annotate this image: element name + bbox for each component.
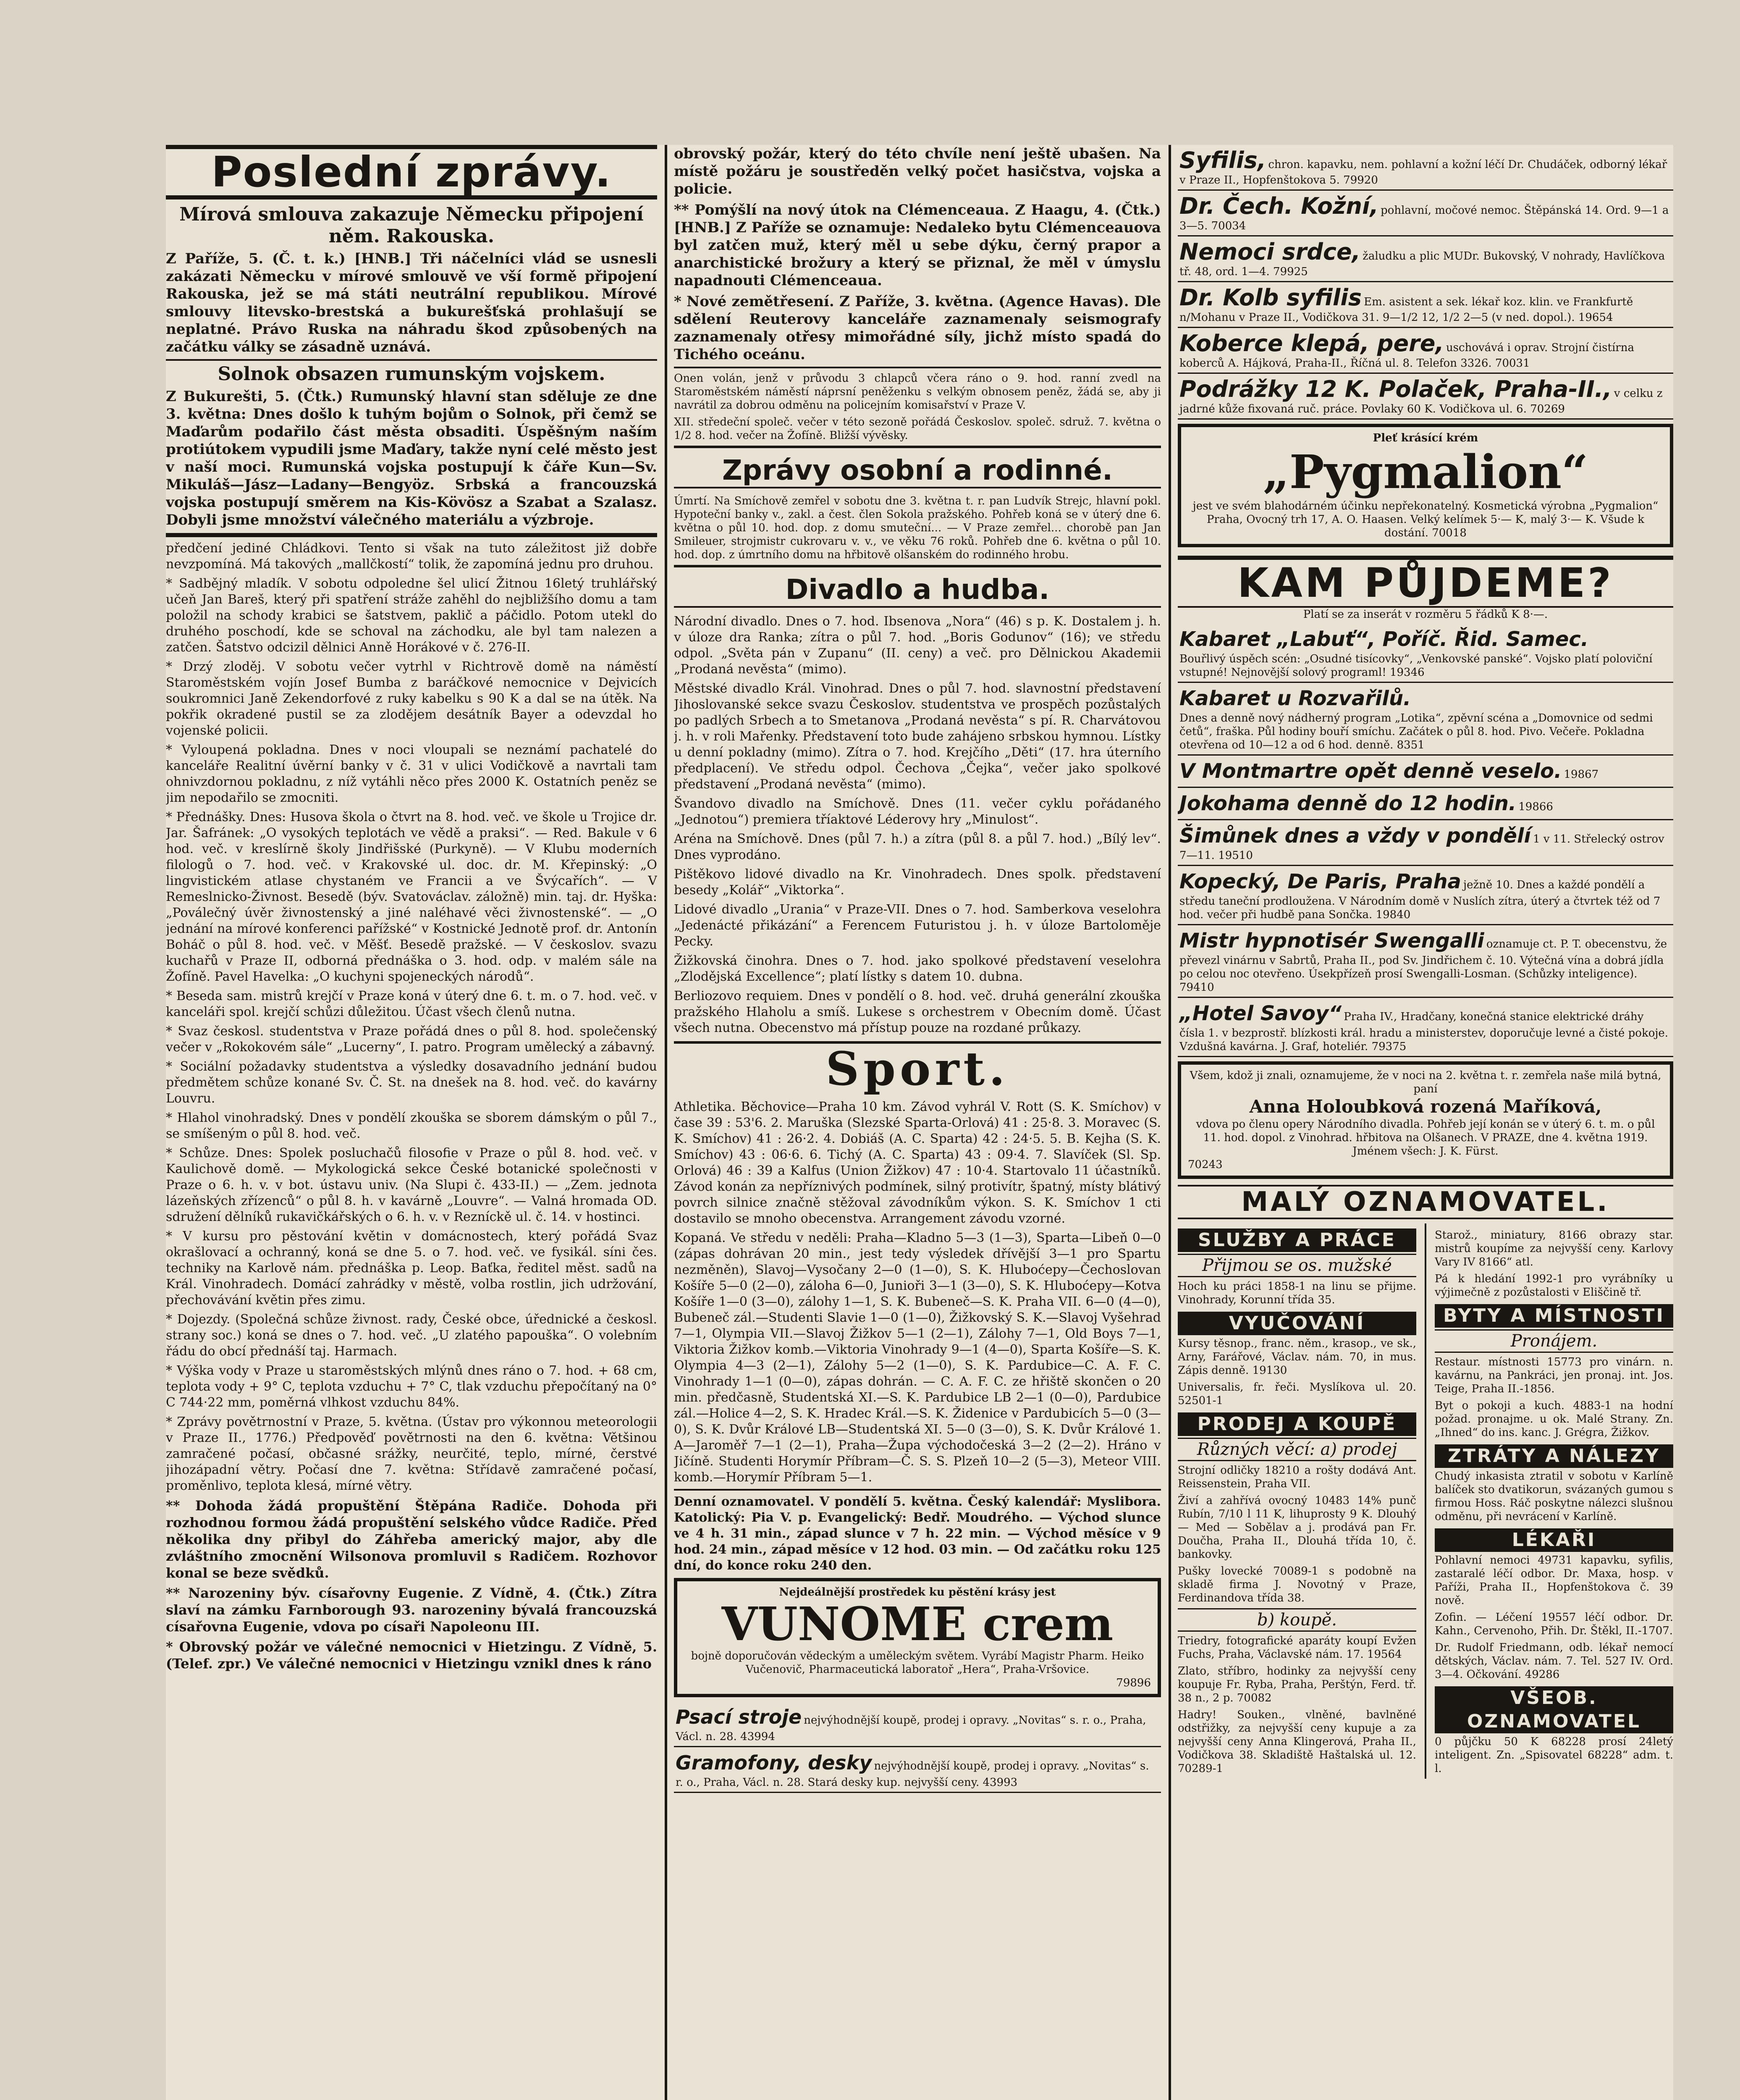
classified: Pušky lovecké 70089-1 s podobně na skladě firma J. Novotný v Praze, Ferdinandova třída 38. — [1178, 1565, 1416, 1604]
ad-swengalli — [1178, 925, 1673, 998]
ad-title: Kopecký, De Paris, Praha — [1179, 870, 1461, 893]
ad-text: Praha IV., Hradčany, konečná stanice elektrické dráhy čísla 1. v bezprostř. blízkosti král. hradu a ministerstev, doporučuje levné a čisté pokoje. Vzdušná kavárna. J. Graf, hoteliér. 79375 — [1179, 1011, 1669, 1053]
section-divadlo: Divadlo a hudba. — [674, 573, 1161, 608]
article-text: Žižkovská činohra. Dnes o 7. hod. jako spolkové představení veselohra „Zlodějská Excellence“; platí lístky s datem 10. dubna. — [674, 953, 1161, 984]
column-rule — [665, 145, 667, 2100]
ad-title: Gramofony, desky — [676, 1751, 872, 1774]
band-byty-sub: Pronájem. — [1435, 1329, 1673, 1353]
ad-title: Nemoci srdce, — [1179, 239, 1361, 265]
band-koupe: b) koupě. — [1178, 1608, 1416, 1632]
ad-title: „Hotel Savoy“ — [1179, 1002, 1342, 1025]
masthead-posledni-zpravy: Poslední zprávy. — [166, 145, 657, 200]
ad-pygmalion-top: Pleť krásící krém — [1373, 432, 1478, 444]
ad-text: pohlavní, močové nemoc. Štěpánská 14. Ord. 9—1 a 3—5. 70034 — [1179, 204, 1669, 232]
band-sluzby-sub: Přijmou se os. mužské — [1178, 1254, 1416, 1277]
section-maly-oznamovatel: MALÝ OZNAMOVATEL. — [1178, 1185, 1673, 1219]
ad-vunome-top: Nejdeálnější prostředek ku pěstění krásy jest — [779, 1586, 1056, 1599]
article-text: * V kursu pro pěstování květin v domácnostech, který pořádá Svaz okrašlovací a ochranný, koná se dne 5. o 7. hod. več. ve fysikál. síni čes. techniky na Karlově nám. přednáška p. Leop. Baťka, ředitel měst. sadů na Král. Vinohradech. Domácí zahrádky v městě, volba rostlin, jich udržování, přechovávání květin přes zimu. — [166, 1229, 657, 1307]
ad-title: Kabaret u Rozvařilů. — [1179, 687, 1411, 710]
ad-text: nejvýhodnější koupě, prodej i opravy. „Novitas“ s. r. o., Praha, Václ. n. 28. 43994 — [676, 1714, 1146, 1743]
column-rule — [1169, 145, 1171, 2100]
section-sport: Sport. — [674, 1041, 1161, 1094]
article-zemetreseni: * Nové zemětřesení. Z Paříže, 3. května. (Agence Havas). Dle sdělení Reuterovy kanceláře zaznamenaly seismografy zaznamenaly otřesy mimořádné síly, jichž místo spadá do Tichého oceánu. — [674, 293, 1161, 368]
article-text: Národní divadlo. Dnes o 7. hod. Ibsenova „Nora“ (46) s p. K. Dostalem j. h. v úloze dra Ranka; zítra o půl 7. hod. „Boris Godunov“ (16); ve středu odpol. „Světa pán v Zupanu“ (II. ceny) a več. pro Dělnickou Akademii „Prodaná nevěsta“ (mimo). — [674, 614, 1161, 677]
article-text: * Výška vody v Praze u staroměstských mlýnů dnes ráno o 7. hod. + 68 cm, teplota vody + 9° C, teplota vzduchu + 7° C, tlak vzduchu přepočítaný na 0° C 744·22 mm, poměrná vlhkost vzduchu 84%. — [166, 1363, 657, 1410]
ad-title: Dr. Kolb syfilis — [1179, 284, 1362, 311]
classified: Pá k hledání 1992-1 pro vyrábníky u výjimečně z pozůstalosti v Eliščině tř. — [1435, 1273, 1673, 1299]
classified: Starož., miniatury, 8166 obrazy star. mistrů koupíme za nejvyšší ceny. Karlovy Vary IV 8166“ atl. — [1435, 1229, 1673, 1268]
ad-title: V Montmartre opět denně veselo. — [1179, 759, 1562, 783]
classified: Zofin. — Léčení 19557 léčí odbor. Dr. Kahn., Cervenoho, Přih. Dr. Štěkl, II.-1707. — [1435, 1611, 1673, 1637]
article-text: Berliozovo requiem. Dnes v pondělí o 8. hod. več. druhá generální zkouška pražského Hlaholu a smíš. Lukese s orchestrem v Obecním domě. Účast všech nutna. Obecenstvo má přístup pouze na rozdané průkazy. — [674, 989, 1161, 1035]
obituary-text: vdova po členu opery Národního divadla. Pohřeb její konán se v úterý 6. t. m. o půl 11. hod. dopol. z Vinohrad. hřbitova na Olšanech. V PRAZE, dne 4. května 1919. Jménem všech: J. K. Fürst. — [1196, 1118, 1655, 1158]
ad-simunek — [1178, 820, 1673, 866]
classifieds-right — [1435, 1223, 1673, 1779]
ad-text: ježně 10. Dnes a každé pondělí a středu taneční prodloužena. V Národním domě v Nuslích zítra, úterý a čtvrtek též od 7 hod. večer při hudbě pana Sončka. 19840 — [1179, 879, 1661, 921]
ad-text: 19867 — [1564, 768, 1599, 781]
classifieds-left — [1178, 1223, 1416, 1779]
classified: Zlato, stříbro, hodinky za nejvyšší ceny koupuje Fr. Ryba, Praha, Perštýn, Ferd. tř. 38 n., 2 p. 70082 — [1178, 1665, 1416, 1704]
article-text: * Svaz českosl. studentstva v Praze pořádá dnes o půl 8. hod. společenský večer v „Rokokovém sále“ „Lucerny“, I. patro. Program umělecký a zábavný. — [166, 1024, 657, 1055]
classified: Pohlavní nemoci 49731 kapavku, syfilis, zastaralé léčí odbor. Dr. Maxa, hosp. v Paříži, Praha II., Hopfenštokova č. 39 nově. — [1435, 1554, 1673, 1607]
classified: Hoch ku práci 1858-1 na linu se přijme. Vinohrady, Korunní třída 35. — [1178, 1280, 1416, 1306]
classified: 0 půjčku 50 K 68228 prosí 24letý inteligent. Zn. „Spisovatel 68228“ adm. t. l. — [1435, 1735, 1673, 1775]
article-text: předčení jediné Chládkovi. Tento si však na tuto záležitost již dobře nevzpomíná. Má takových „mallčkostí“ tolik, že zapomíná jednu pro druhou. — [166, 541, 657, 572]
column-2 — [674, 145, 1161, 2100]
classified: Universalis, fr. řeči. Myslíkova ul. 20. 52501-1 — [1178, 1381, 1416, 1407]
ad-title: Koberce klepá, pere, — [1179, 330, 1444, 357]
classified: Kursy těsnop., franc. něm., krasop., ve sk., Arny, Farářové, Václav. nám. 70, in mus. Zápis denně. 19130 — [1178, 1337, 1416, 1377]
ad-gramofony — [674, 1747, 1161, 1793]
ad-podrazky — [1178, 374, 1673, 420]
ad-title: Syfilis, — [1179, 147, 1266, 173]
ad-jokohama — [1178, 788, 1673, 820]
ad-title: Mistr hypnotisér Swengalli — [1179, 929, 1484, 953]
article-text: Městské divadlo Král. Vinohrad. Dnes o půl 7. hod. slavnostní představení Jihoslovanské sekce svazu Českoslov. studentstva ve prospěch pozůstalých po padlých Srbech a to Smetanova „Prodaná nevěsta“ s pí. R. Charvátovou j. h. v roli Mařenky. Představení toto bude zahájeno srbskou hymnou. Lístky u denní pokladny (mimo). Zítra o 7. hod. Krejčího „Děti“ (17. hra úterního předplacení). Ve středu odpol. Čechova „Čejka“, večer jako spolkové představení „Prodaná nevěsta“ (mimo). — [674, 681, 1161, 792]
obituary-text: Všem, kdož ji znali, oznamujeme, že v noci na 2. května t. r. zemřela naše milá bytná, paní — [1190, 1069, 1661, 1095]
ad-pygmalion-text: jest ve svém blahodárném účinku nepřekonatelný. Kosmetická výrobna „Pygmalion“ Praha, Ovocný trh 17, A. O. Haasen. Velký kelímek 5·— K, malý 3·— K. Všude k dostání. 70018 — [1192, 500, 1659, 539]
ad-title: Dr. Čech. Kožní, — [1179, 193, 1378, 219]
article-text: * Dojezdy. (Společná schůze živnost. rady, České obce, úřednické a českosl. strany soc.) koná se dnes o 7. hod. več. „U zlatého papouška“. O volebním řádu do obcí přednáší taj. Harmach. — [166, 1312, 657, 1359]
ad-title: Psací stroje — [676, 1706, 802, 1728]
section-kam-pujdeme: KAM PŮJDEME? — [1178, 556, 1673, 608]
denni-oznamovatel: Denní oznamovatel. V pondělí 5. května. Český kalendář: Myslibora. Katolický: Pia V. p. Evangelický: Bedř. Moudrého. — Východ slunce ve 4 h. 31 min., západ slunce v 7 h. 22 min. — Východ měsíce v 9 hod. 24 min., západ měsíce v 12 hod. 03 min. — Od začátku roku 125 dní, do konce roku 240 den. — [674, 1489, 1161, 1574]
classifieds — [1178, 1223, 1673, 1779]
classified: Chudý inkasista ztratil v sobotu v Karlíně balíček sto dvatikorun, svázaných gumou s firmou Hoss. Ráč poskytne nálezci slušnou odměnu, při nevrácení v Karlíně. — [1435, 1470, 1673, 1523]
band-lekari: LÉKAŘI — [1435, 1528, 1673, 1552]
article-clemenceau: ** Pomýšlí na nový útok na Clémenceaua. Z Haagu, 4. (Čtk.) [HNB.] Z Paříže se oznamuje: Nedaleko bytu Clémenceauova byl zatčen muž, který měl u sebe dýku, černý prapor a anarchistické brožury a který se přiznal, že měl v úmyslu napadnouti Clémenceaua. — [674, 202, 1161, 289]
ad-text: nejvýhodnější koupě, prodej i opravy. „Novitas“ s. r. o., Praha, Václ. n. 28. Stará desky kup. nejvyšší ceny. 43993 — [676, 1760, 1149, 1789]
ad-text: Em. asistent a sek. lékař koz. klin. ve Frankfurtě n/Mohanu v Praze II., Vodičkova 31. 9—1/2 12, 1/2 2—5 (v ned. dopol.). 19654 — [1179, 296, 1633, 324]
ad-kabaret-rozvarilu — [1178, 683, 1673, 756]
classified: Hadry! Souken., vlněné, bavlněné odstřižky, za nejvyšší ceny kupuje a za nejvyšší ceny Anna Klingerová, Praha II., Vodičkova 38. Skladiště Haštalská ul. 12. 70289-1 — [1178, 1709, 1416, 1775]
article-text: * Drzý zloděj. V sobotu večer vytrhl v Richtrově domě na náměstí Staroměstském vojín Josef Bumba z baráčkové nemocnice v Dejvicích soukromnici Janě Zekendorfové z ruky kabelku s 90 K a dal se na útěk. Na pokřik okradené pustil se za zlodějem desátník Bayer a odevzdal ho vojenské policii. — [166, 659, 657, 738]
classified: Byt o pokoji a kuch. 4883-1 na hodní požad. pronajme. u ok. Malé Strany. Zn. „Ihned“ do ins. kanc. J. Grégra, Žižkov. — [1435, 1399, 1673, 1439]
obituary-code: 70243 — [1188, 1158, 1223, 1171]
article-text: * Sociální požadavky studentstva a výsledky dosavadního jednání budou předmětem schůze konané Sv. Č. St. na dnešek na 8. hod. več. do kavárny Louvru. — [166, 1059, 657, 1106]
ad-title: Podrážky 12 K. Polaček, Praha-II., — [1179, 376, 1612, 402]
column-3 — [1178, 145, 1673, 2100]
ad-text: uschovává i oprav. Strojní čistírna koberců A. Hájková, Praha-II., Říčná ul. 8. Telefon 3326. 70031 — [1179, 341, 1634, 370]
band-byty: BYTY A MÍSTNOSTI — [1435, 1304, 1673, 1328]
classified: Dr. Rudolf Friedmann, odb. lékař nemocí dětských, Václav. nám. 7. Tel. 527 IV. Ord. 3—4. Očkování. 49286 — [1435, 1641, 1673, 1681]
section-zpravy-osobni: Zprávy osobní a rodinné. — [674, 454, 1161, 488]
band-sluzby: SLUŽBY A PRÁCE — [1178, 1228, 1416, 1252]
ad-psaci-stroje — [674, 1701, 1161, 1747]
ad-hotel-savoy — [1178, 998, 1673, 1057]
band-ztraty: ZTRÁTY A NÁLEZY — [1435, 1444, 1673, 1468]
notice-penezenka: Onen volán, jenž v průvodu 3 chlapců včera ráno o 9. hod. ranní zvedl na Staroměstském náměstí náprsní peněženku s velkým obnosem peněz, žádá se, aby ji navrátil za dobrou odměnu na policejním komisařství v Praze V. — [674, 372, 1161, 412]
article-text: * Zprávy povětrnostní v Praze, 5. května. (Ústav pro výkonnou meteorologii v Praze II., 1776.) Předpověď povětrnosti na den 6. května: Většinou zamračené počasí, občasné srážky, neurčité, teplo, mírné, čerstvé jihozápadní větry. Počasí dne 7. května: Střídavě zamračené počasí, proměnlivo, teplota klesá, mírné větry. — [166, 1415, 657, 1493]
ad-title: Kabaret „Labuť“, Poříč. Řid. Samec. — [1179, 627, 1589, 651]
obituary-holoubkova — [1178, 1061, 1673, 1179]
article-text: * Hlahol vinohradský. Dnes v pondělí zkouška se sborem dámským o půl 7., se smíšeným o půl 8. hod. več. — [166, 1110, 657, 1141]
article-text: * Schůze. Dnes: Spolek posluchačů filosofie v Praze o půl 8. hod. več. v Kaulichově domě. — Mykologická sekce České botanické společnosti v Praze o 6. h. v. v bot. ústavu univ. (Na Slupi č. 433-II.) — „Zem. jednota lázeňských zřízenců“ o půl 8. h. v kavárně „Louvre“. — Valná hromada OD. sdružení dělníků rukavičkářských o 6. h. v. v Rezníckě ul. č. 14. v hostinci. — [166, 1146, 657, 1224]
ad-vunome — [674, 1578, 1161, 1697]
article-kopana: Kopaná. Ve středu v neděli: Praha—Kladno 5—3 (1—3), Sparta—Libeň 0—0 (zápas dohrávan 20 min., jest tedy výsledek dřívější 3—1 pro Spartu nezměněn), Slavoj—Vysočany 2—0 (1—0), S. K. Hluboćepy—Čechoslovan Košíře 5—0 (2—0), záloha 6—0, Junioři 3—1 (3—0), S. K. Hluboćepy—Kotva Košíře 1—0 (3—0), zálohy 1—1, S. K. Bubeneč—S. K. Praha VII. 6—0 (4—0), Bubeneč zál.—Studenti Slavie 1—0 (1—0), Žižkovský S. K.—Slavoj Vyšehrad 7—1, Olympia VII.—Slavoj Žižkov 5—1 (2—1), Zálohy 7—1, Old Boys 7—1, Viktoria Žižkov komb.—Viktoria Vinohrady 9—1 (4—0), Sparta Košíře—S. K. Olympia 4—3 (2—1), Zálohy 5—2 (1—0), S. K. Pardubice—C. A. F. C. Vinohrady 1—1 (0—0), zápas dohrán. — C. A. F. C. ze hřiště skončen o 20 min. předčasně, Studentská XI.—S. K. Pardubice LB 2—1 (0—0), Pardubice zál.—Holice 4—2, S. K. Hradec Král.—S. K. Židenice v Pardubicích 5—0 (3—0), S. K. Dvůr Králové LB—Studentská XI. 5—0 (3—0), S. K. Dvůr Králové 1. A—Jaroměř 7—1 (2—1), Praha—Župa východočeská 3—2 (2—2). Hráno v Jičíně. Studenti Horymír Příbram—Č. S. S. Plzeň 10—2 (5—3), Meteor VIII. komb.—Horymír Příbram 5—1. — [674, 1231, 1161, 1485]
kam-subtitle: Platí se za inserát v rozměru 5 řádků K 8·—. — [1303, 608, 1548, 621]
ad-title: Šimůnek dnes a vždy v pondělí — [1179, 824, 1531, 848]
classifieds-rule — [1425, 1223, 1426, 1779]
article-text: * Beseda sam. mistrů krejčí v Praze koná v úterý dne 6. t. m. o 7. hod. več. v kanceláři spol. krejčí schůzi důležitou. Účast všech členů nutna. — [166, 989, 657, 1019]
article-athletika: Athletika. Běchovice—Praha 10 km. Závod vyhrál V. Rott (S. K. Smíchov) v čase 39 : 53'6. 2. Maruška (Slezské Sparta-Orlová) 41 : 25·8. 3. Moravec (S. K. Smíchov) 41 : 26·2. 4. Dobiáš (A. C. Sparta) 42 : 24·5. 5. B. Kejha (S. K. Smíchov) 43 : 06·6. 6. Tichý (A. C. Sparta) 43 : 09·4. 7. Slavíček (Sl. Sp. Orlová) 46 : 39 a Kalfus (Union Žižkov) 47 : 10·4. Startovalo 11 účastníků. Závod konán za nepříznivých podmínek, silný protivítr, špatný, místy blátivý povrch silnice značně stěžoval závodníkům výkon. S. K. Smíchov 1 cti dostavilo se mnoho obecenstva. Arrangement závodu vzorné. — [674, 1100, 1161, 1226]
obituary-name: Anna Holoubková rozená Maříková, — [1249, 1096, 1602, 1117]
article-text: * Přednášky. Dnes: Husova škola o čtvrt na 8. hod. več. ve škole u Trojice dr. Jar. Šafránek: „O vysokých teplotách ve vědě a praksi“. — Red. Bakule v 6 hod. več. v kreslírně školy Jindřišské (Purkyně). — V Klubu moderních filologů o 7. hod. več. v Krakovské ul. doc. dr. M. Křepinský: „O lingvistickém atlase chystaném ve Francii a ve Švýcařích“. — V Remeslnicko-Živnost. Besedě (býv. Svatováclav. záložně) min. taj. dr. Hyška: „Poválečný úvěr živnostenský a jiné naléhavé věci živnostenské“. — „O jednání na mírové konferenci pařížské“ v Kostnické Jednotě prof. dr. Antonín Boháč o půl 8. hod. več. v Měšť. Besedě pražské. — V českoslov. svazu kuchařů v Praze II, odborná přednáška o 3. hod. odp. v malém sále na Žofíně. Pavel Havelka: „O kuchyni spojeneckých národů“. — [166, 810, 657, 984]
ad-kopecky — [1178, 866, 1673, 925]
classified: Triedry, fotografické aparáty koupí Evžen Fuchs, Praha, Václavské nám. 17. 19564 — [1178, 1635, 1416, 1661]
ad-text: oznamuje ct. P. T. obecenstvu, že převezl vinárnu v Sabrtů, Praha II., pod Sv. Jindřichem č. 10. Výtečná vína a dobrá jídla po celou noc otevřeno. Úsekpřízeň prosí Swengalli-Losman. (Schůzky inteligence). 79410 — [1179, 938, 1667, 994]
band-vseob: VŠEOB. OZNAMOVATEL — [1435, 1686, 1673, 1733]
ad-vunome-code: 79896 — [1116, 1677, 1151, 1689]
article-eugenie: ** Narozeniny býv. císařovny Eugenie. Z Vídně, 4. (Čtk.) Zítra slaví na zámku Farnborough 93. narozeniny bývalá francouzská císařovna Eugenie, vdova po císaři Napoleonu III. — [166, 1585, 657, 1635]
article-solnok: Z Bukurešti, 5. (Čtk.) Rumunský hlavní stan sděluje ze dne 3. května: Dnes došlo k tuhým bojům o Solnok, při čemž se Maďarům podařilo část města obsaditi. Úspěšným naším protiútokem vypudili jsme Maďary, takže nyní celé město jest v naší moci. Rumunská vojska postupují k čáře Kun—Sv. Mikuláš—Jász—Ladany—Bengyöz. Srbská a francouzská vojska postupují směrem na Kis-Kövösz a Szabat a Szalasz. Dobyli jsme množství válečného materiálu a výzbroje. — [166, 388, 657, 537]
ad-text: 1 v 11. Střelecký ostrov 7—11. 19510 — [1179, 833, 1664, 862]
article-text: * Vyloupená pokladna. Dnes v noci vloupali se neznámí pachatelé do kanceláře Realitní úvěrní banky v č. 31 v ulici Vodičkově a navrtali tam ohnivzdornou pokladnu, z níž vytáhli něco přes 2000 K. Ostatních peněz se jim nepodařilo se zmocniti. — [166, 743, 657, 805]
classified: Strojní odličky 18210 a rošty dodává Ant. Reissenstein, Praha VII. — [1178, 1464, 1416, 1490]
article-mirova-smlouva: Z Paříže, 5. (Č. t. k.) [HNB.] Tři náčelníci vlád se usnesli zakázati Německu v mírové smlouvě ve vší formě připojení Rakouska, jež se má státi neutrální republikou. Mírové smlouvy litevsko-brestská a bukurešťská prohlašují se neplatné. Právo Ruska na náhradu škod způsobených na začátku války se zásadně uznává. — [166, 250, 657, 355]
ad-kabaret-labut — [1178, 624, 1673, 683]
article-text: Aréna na Smíchově. Dnes (půl 7. h.) a zítra (půl 8. a půl 7. hod.) „Bílý lev“. Dnes vyprodáno. — [674, 832, 1161, 862]
headline-mirova-smlouva: Mírová smlouva zakazuje Německu připojení něm. Rakouska. — [179, 204, 644, 247]
classified: Restaur. místnosti 15773 pro vinárn. n. kavárnu, na Pankráci, jen pronaj. int. Jos. Teige, Praha II.-1856. — [1435, 1356, 1673, 1395]
headline-solnok: Solnok obsazen rumunským vojskem. — [166, 359, 657, 385]
ad-syfilis — [1178, 145, 1673, 191]
band-vyucovani: VYUČOVÁNÍ — [1178, 1312, 1416, 1335]
article-radic: ** Dohoda žádá propuštění Štěpána Radiče. Dohoda při rozhodnou formou žádá propuštění selského vůdce Radiče. Před několika dny přibyl do Záhřeba americký major, aby dle zvláštního zmocnění Wilsonova promluvil s Radičem. Rozhovor konal se beze svědků. — [166, 1498, 657, 1581]
newspaper-page — [166, 145, 1673, 2100]
ad-text: Bouřlivý úspěch scén: „Osudné tisícovky“, „Venkovské panské“. Vojsko platí poloviční vstupné! Nejnovější solový programl! 19346 — [1179, 653, 1653, 679]
article-umrti: Úmrtí. Na Smíchově zemřel v sobotu dne 3. května t. r. pan Ludvík Strejc, hlavní pokl. Hypoteční banky v., zakl. a čest. člen Sokola pražského. Pohřeb koná se v úterý dne 6. května o půl 10. hod. dop. z domu smuteční... — V Praze zemřel... chorobě pan Jan Smileuer, strojmistr cukrovaru v. v., ve věku 76 roků. Pohřeb dne 6. května o půl 10. hod. dop. z úmrtního domu na hřbitově olšanském do rodinného hrobu. — [674, 494, 1161, 567]
ad-koberce — [1178, 328, 1673, 374]
band-prodej: PRODEJ A KOUPĚ — [1178, 1412, 1416, 1436]
ad-text: žaludku a plic MUDr. Bukovský, V nohrady, Havlíčkova tř. 48, ord. 1—4. 79925 — [1179, 250, 1665, 278]
article-text: Pištěkovo lidové divadlo na Kr. Vinohradech. Dnes spolk. představení besedy „Kolář“ „Viktorka“. — [674, 867, 1161, 898]
ad-dr-kolb — [1178, 282, 1673, 328]
article-text: Švandovo divadlo na Smíchově. Dnes (11. večer cyklu pořádaného „Jednotou“) premiera tříaktové Léderovy hry „Minulost“. — [674, 796, 1161, 827]
ad-text: chron. kapavku, nem. pohlavní a kožní léčí Dr. Chudáček, odborný lékař v Praze II., Hopfenštokova 5. 79920 — [1179, 158, 1667, 186]
ad-vunome-text: bojně doporučován vědeckým a uměleckým světem. Vyrábí Magistr Pharm. Heiko Vučenovič, Pharmaceutická laboratoř „Hera“, Praha-Vršovice. — [691, 1650, 1144, 1676]
notice-vecer: XII. středeční společ. večer v této sezoně pořádá Českoslov. společ. sdruž. 7. května o 1/2 8. hod. večer na Žofíně. Bližší vývěsky. — [674, 415, 1161, 448]
ad-pygmalion — [1178, 424, 1673, 547]
ad-title: Jokohama denně do 12 hodin. — [1179, 792, 1517, 815]
article-pozar: * Obrovský požár ve válečné nemocnici v Hietzingu. Z Vídně, 5. (Telef. zpr.) Ve válečné nemocnici v Hietzingu vznikl dnes k ráno — [166, 1639, 657, 1672]
ad-text: v celku z jadrné kůže fixovaná ruč. práce. Povlaky 60 K. Vodičkova ul. 6. 70269 — [1179, 387, 1663, 415]
ad-montmartre — [1178, 756, 1673, 788]
ad-vunome-name: VUNOME crem — [721, 1597, 1114, 1651]
ad-pygmalion-name: „Pygmalion“ — [1263, 445, 1588, 499]
article-text: Lidové divadlo „Urania“ v Praze-VII. Dnes o 7. hod. Samberkova veselohra „Jedenácté přikázání“ a Ferencem Futuristou j. h. v úloze Bartoloměje Pecky. — [674, 902, 1161, 949]
ad-text: Dnes a denně nový nádherný program „Lotika“, zpěvní scéna a „Domovnice od sedmi četů“, fraška. Půl hodiny bouří smíchu. Začátek o půl 8. hod. Pivo. Večeře. Pokladna otevřena od 10—12 a od 6 hod. denně. 8351 — [1179, 712, 1653, 751]
article-text: obrovský požár, který do této chvíle není ještě ubašen. Na místě požáru je soustředěn velký počet hasičstva, vojska a policie. — [674, 145, 1161, 197]
ad-nemoci-srdce — [1178, 236, 1673, 282]
ad-text: 19866 — [1518, 801, 1553, 813]
classified: Živí a zahřívá ovocný 10483 14% punč Rubín, 7/10 l 11 K, lihuprosty 9 K. Dlouhý — Med — Sobělav a j. prodává pan Fr. Doučha, Praha II., Dlouhá třída 10, č. bankovky. — [1178, 1494, 1416, 1561]
band-prodej-sub: Různých věcí: a) prodej — [1178, 1438, 1416, 1461]
ad-dr-cech — [1178, 191, 1673, 236]
column-1 — [166, 145, 657, 2100]
article-text: * Sadbějný mladík. V sobotu odpoledne šel ulicí Žitnou 16letý truhlářský učeň Jan Bareš, který při spatření stráže zahěhl do nejbližšího domu a tam položil na schody krabici se šatstvem, paklič a páčidlo. Potom utekl do druhého poschodí, kde se schoval na záchodku, ale byl tam nalezen a zatčen. Šatstvo odcizil dělnici Anně Horákové v č. 276-II. — [166, 576, 657, 655]
